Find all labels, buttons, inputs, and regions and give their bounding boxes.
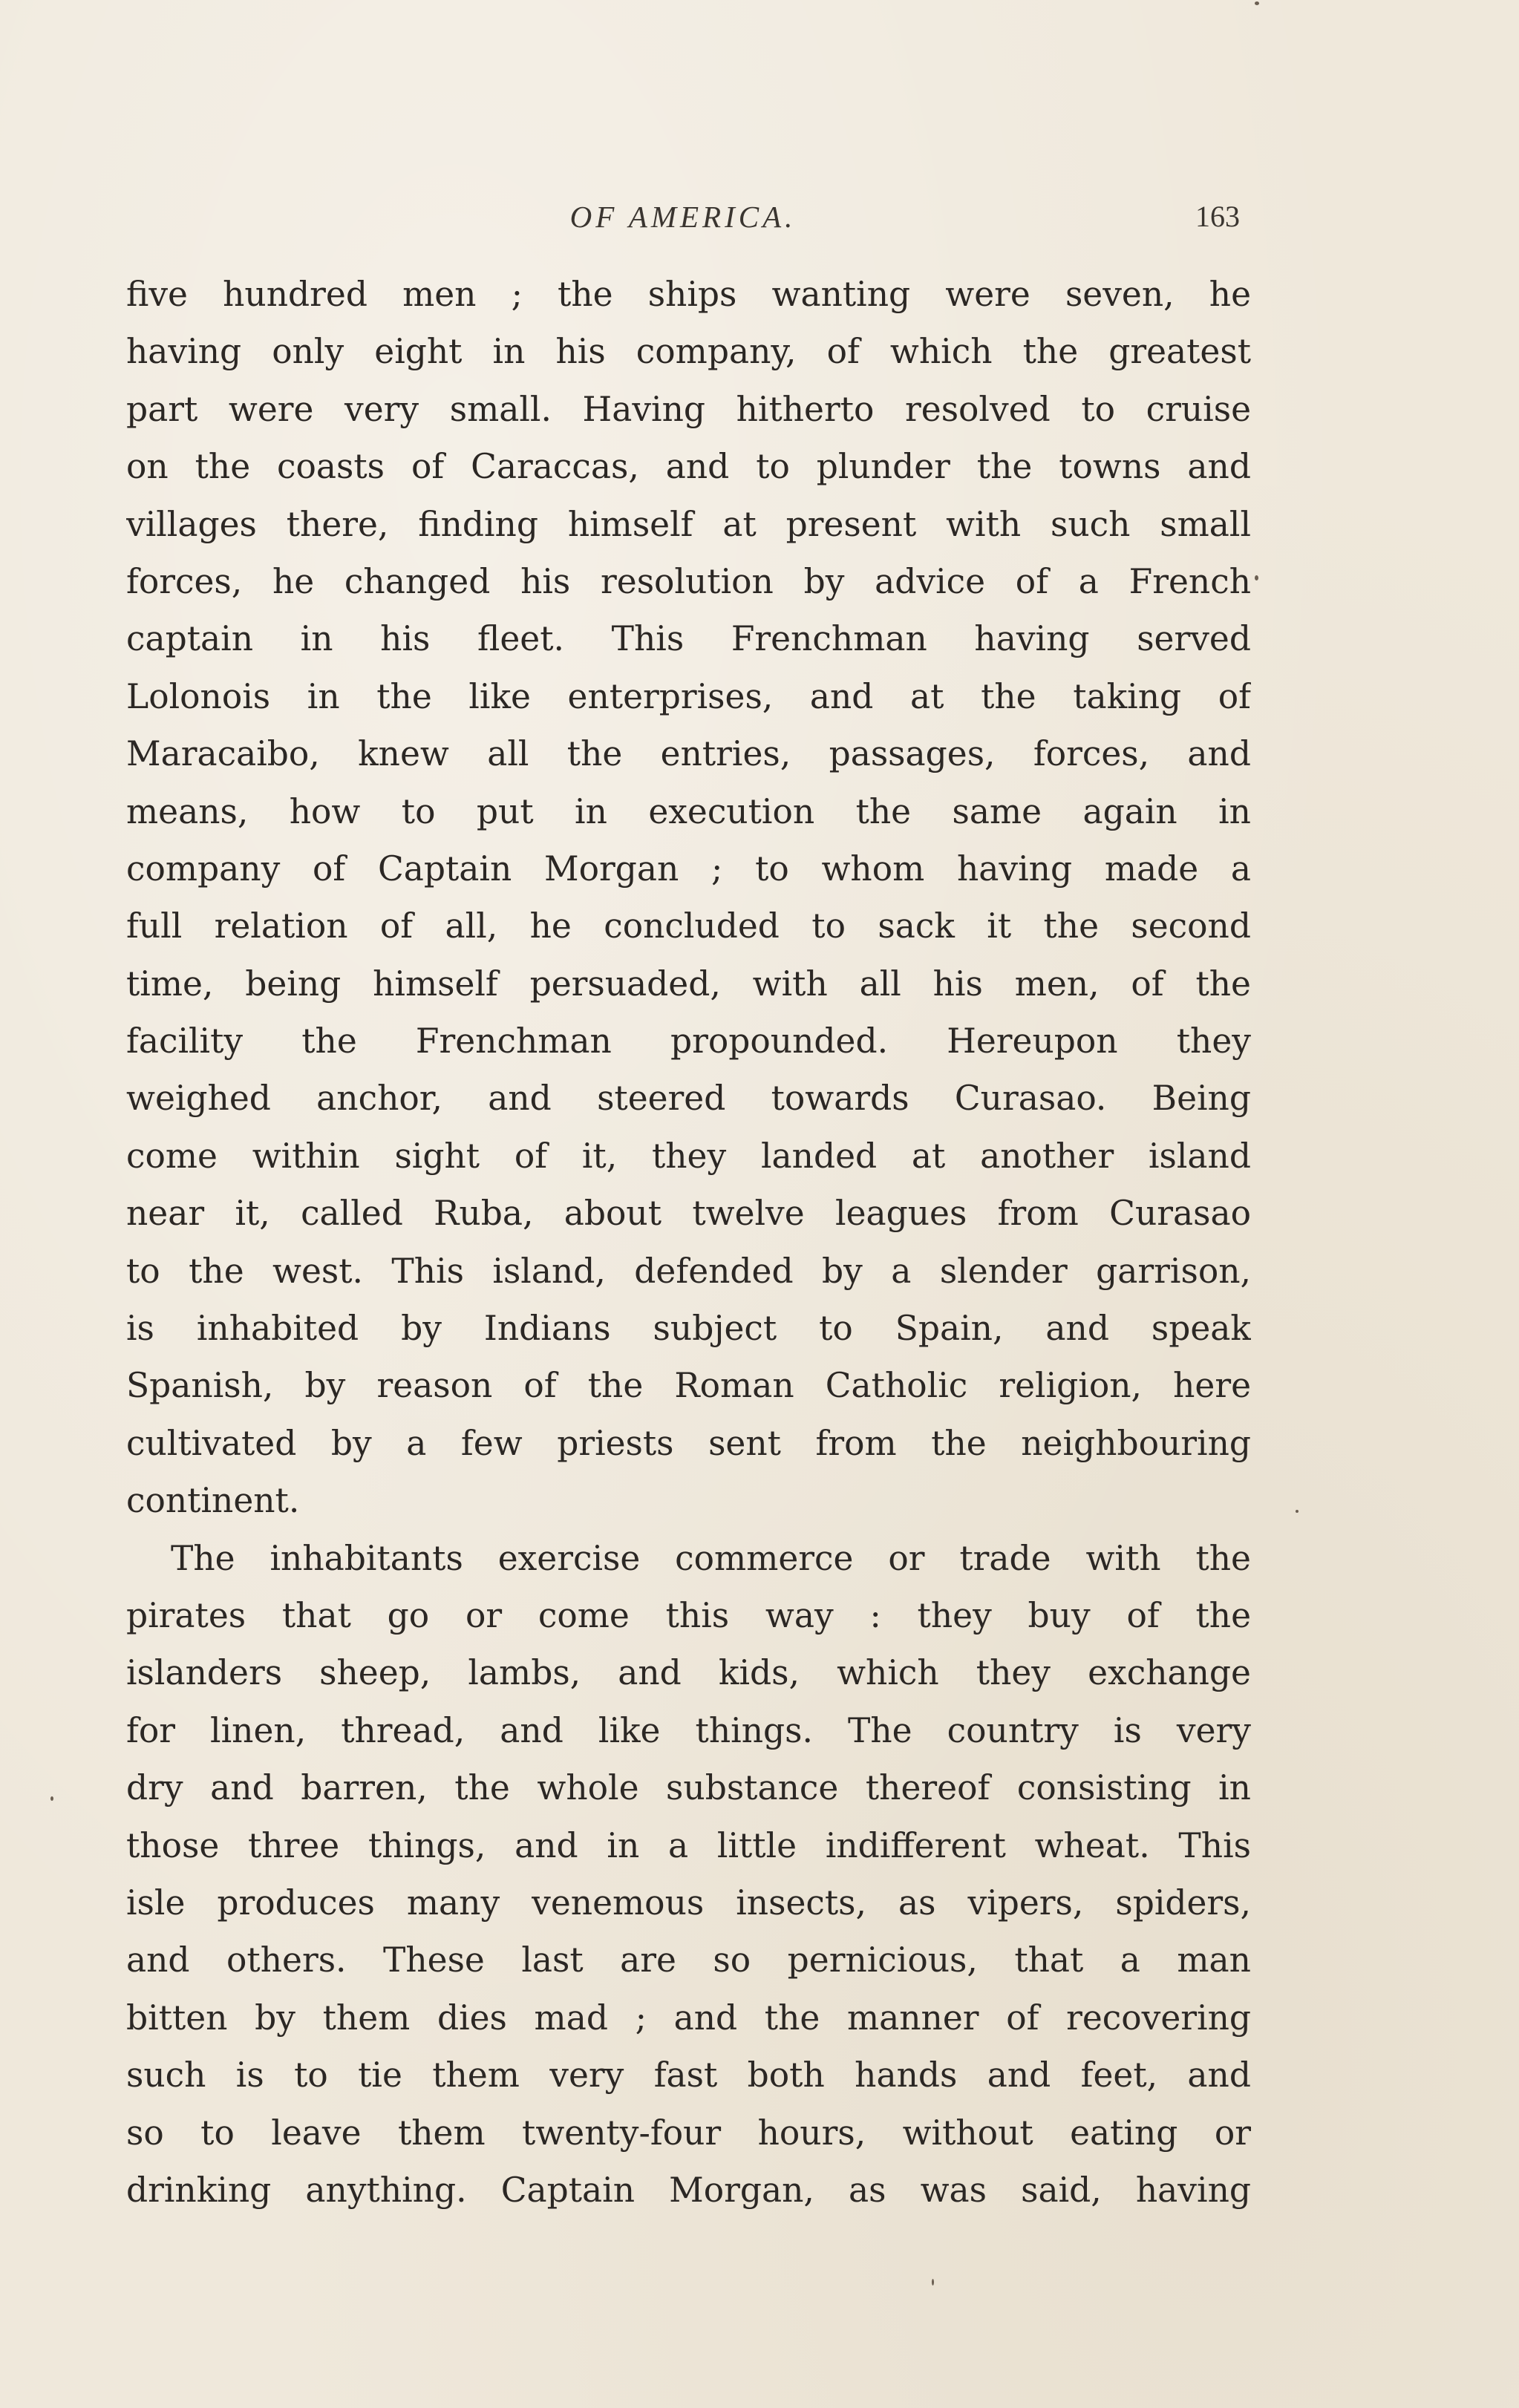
text-line: facility the Frenchman propounded. Hereupon they [126,1021,1251,1061]
text-line: come within sight of it, they landed at another island [126,1136,1251,1176]
text-line: to the west. This island, defended by a slender garrison, [126,1251,1251,1291]
running-head [126,199,1240,243]
running-title: OF AMERICA. [569,200,797,234]
page-number: 163 [1195,200,1240,233]
text-line: such is to tie them very fast both hands and feet, and [126,2055,1251,2095]
paragraph [126,1530,1251,2219]
text-line: weighed anchor, and steered towards Curasao. Being [126,1079,1251,1119]
text-line: forces, he changed his resolution by advice of a French [126,561,1251,601]
text-line: Spanish, by reason of the Roman Catholic religion, here [126,1366,1251,1406]
text-line: continent. [126,1481,300,1521]
text-line: bitten by them dies mad ; and the manner of recovering [126,1998,1251,2038]
text-line: pirates that go or come this way : they buy of the [126,1595,1251,1635]
text-line: dry and barren, the whole substance thereof consisting in [126,1768,1251,1808]
text-line: Lolonois in the like enterprises, and at the taking of [126,676,1251,716]
paragraph [126,266,1251,1530]
text-line: means, how to put in execution the same again in [126,791,1251,831]
text-line: cultivated by a few priests sent from the neighbouring [126,1423,1251,1463]
text-line: Maracaibo, knew all the entries, passages, forces, and [126,734,1251,774]
paper-speck [1296,1510,1298,1513]
text-line: time, being himself persuaded, with all his men, of the [126,963,1251,1004]
text-line: villages there, finding himself at present with such small [126,504,1251,544]
text-line: near it, called Ruba, about twelve leagues from Curasao [126,1194,1251,1234]
text-line: part were very small. Having hitherto resolved to cruise [126,389,1251,429]
text-line: is inhabited by Indians subject to Spain, and speak [126,1309,1251,1349]
paper-speck [50,1796,53,1801]
paper-speck [1255,575,1258,580]
text-line: captain in his fleet. This Frenchman having served [126,619,1251,659]
text-line: drinking anything. Captain Morgan, as was said, having [126,2170,1251,2210]
text-line: The inhabitants exercise commerce or trade with the [171,1538,1251,1578]
text-line: isle produces many venemous insects, as vipers, spiders, [126,1882,1251,1923]
text-line: for linen, thread, and like things. The country is very [126,1710,1251,1750]
text-line: having only eight in his company, of which the greatest [126,332,1251,372]
text-line: on the coasts of Caraccas, and to plunder the towns and [126,447,1251,487]
text-line: company of Captain Morgan ; to whom having made a [126,848,1251,889]
body-text [126,266,1251,2219]
text-line: five hundred men ; the ships wanting were seven, he [126,275,1251,314]
text-line: so to leave them twenty-four hours, without eating or [126,2113,1251,2153]
text-line: those three things, and in a little indifferent wheat. This [126,1825,1251,1865]
paper-speck [1255,1,1259,5]
text-line: islanders sheep, lambs, and kids, which they exchange [126,1653,1251,1693]
text-line: full relation of all, he concluded to sack it the second [126,906,1251,946]
paper-speck [932,2279,934,2286]
text-line: and others. These last are so pernicious, that a man [126,1940,1251,1980]
